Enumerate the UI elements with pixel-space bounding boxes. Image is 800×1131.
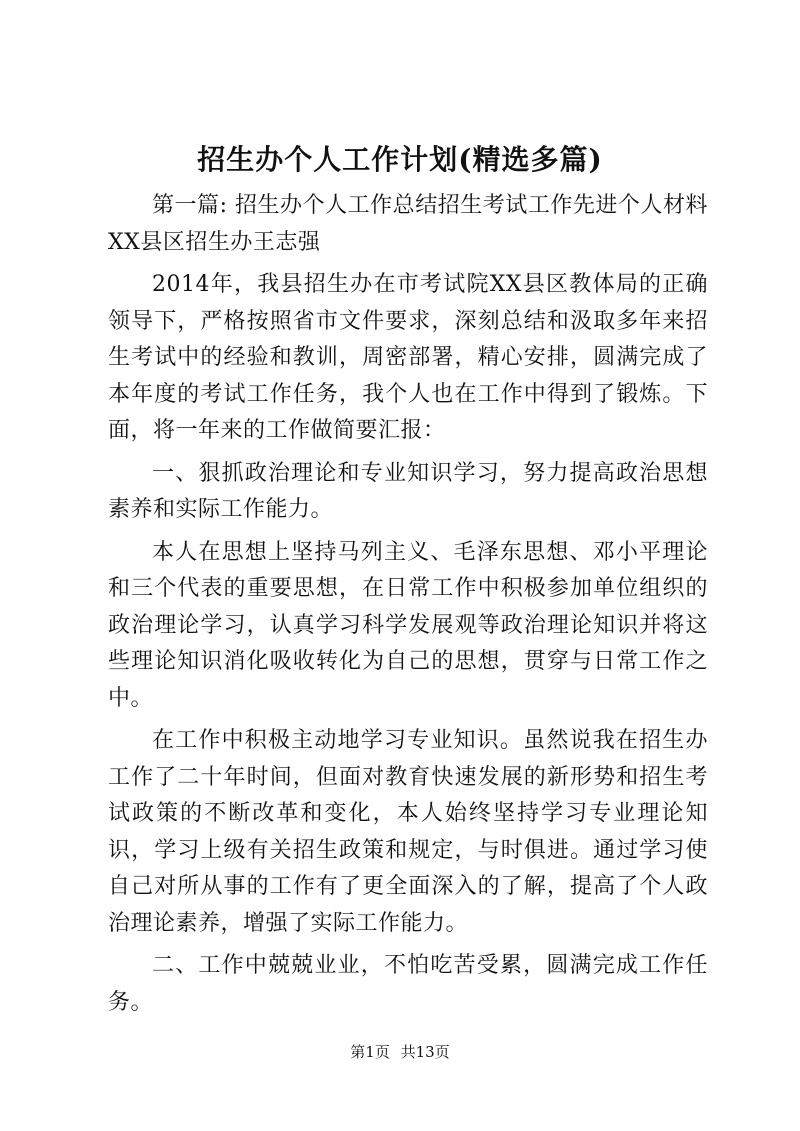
paragraph-6: 二、工作中兢兢业业，不怕吃苦受累，圆满完成工作任务。 [108,953,708,1015]
paragraph-3: 一、狠抓政治理论和专业知识学习，努力提高政治思想素养和实际工作能力。 [108,460,708,522]
paragraph-2: 2014年，我县招生办在市考试院XX县区教体局的正确领导下，严格按照省市文件要求，深刻总结和汲取多年来招生考试中的经验和教训，周密部署，精心安排，圆满完成了本年度的考试工作任务，我个人也在工作中得到了锻炼。下面，将一年来的工作做简要汇报： [108,272,708,443]
document-title: 招生办个人工作计划(精选多篇) [197,143,603,176]
paragraph-1: 第一篇: 招生办个人工作总结招生考试工作先进个人材料XX县区招生办王志强 [108,193,708,255]
page-footer [0,1042,800,1062]
page-number: 第1页 [350,1043,390,1061]
document-body [108,188,708,1027]
paragraph-5: 在工作中积极主动地学习专业知识。虽然说我在招生办工作了二十年时间，但面对教育快速发展的新形势和招生考试政策的不断改革和变化，本人始终坚持学习专业理论知识，学习上级有关招生政策和规定，与时俱进。通过学习使自己对所从事的工作有了更全面深入的了解，提高了个人政治理论素养，增强了实际工作能力。 [108,728,708,936]
page-total: 共13页 [400,1043,450,1061]
paragraph-4: 本人在思想上坚持马列主义、毛泽东思想、邓小平理论和三个代表的重要思想，在日常工作中积极参加单位组织的政治理论学习，认真学习科学发展观等政治理论知识并将这些理论知识消化吸收转化为自己的思想，贯穿与日常工作之中。 [108,539,708,711]
